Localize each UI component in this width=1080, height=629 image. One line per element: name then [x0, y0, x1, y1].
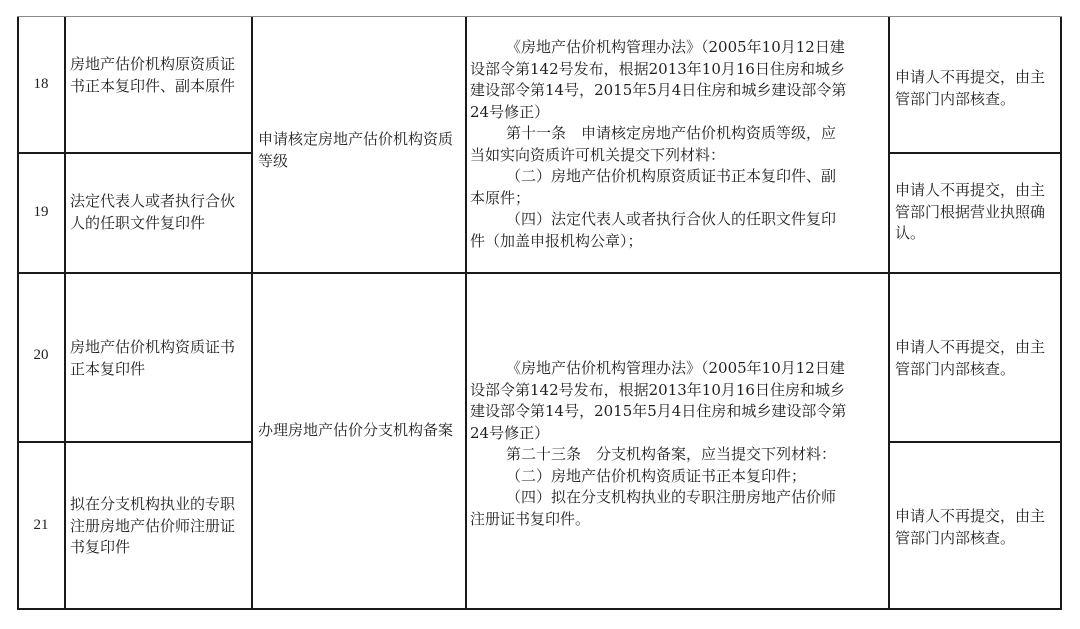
note-cell-18: 申请人不再提交，由主管部门内部核查。: [895, 68, 1046, 108]
basis-line: 注册证书复印件。: [470, 509, 591, 528]
basis-line: 当如实向资质许可机关提交下列材料：: [470, 145, 726, 164]
row-separator-18-19-a: [17, 152, 253, 154]
basis-line: （二）房地产估价机构原资质证书正本复印件、副: [506, 167, 837, 185]
material-cell-19: 法定代表人或者执行合伙人的任职文件复印件: [70, 192, 236, 232]
material-cell-18: 房地产估价机构原资质证书正本复印件、副本原件: [70, 55, 236, 95]
basis-cell-group1: [470, 37, 888, 252]
basis-line: 《房地产估价机构管理办法》（2005年10月12日建: [506, 359, 845, 377]
basis-line: 设部令第142号发布，根据2013年10月16日住房和城乡: [470, 59, 845, 78]
basis-line: 本原件；: [470, 188, 531, 207]
row-number-20: 20: [33, 347, 49, 363]
group-separator: [17, 272, 1062, 274]
basis-line: 设部令第142号发布，根据2013年10月16日住房和城乡: [470, 380, 845, 399]
note-cell-19: 申请人不再提交，由主管部门根据营业执照确认。: [895, 181, 1046, 242]
row-separator-18-19-b: [888, 152, 1062, 154]
table-border-bottom: [17, 608, 1062, 610]
table-border-right: [1060, 16, 1062, 610]
table-border-col4: [888, 16, 890, 610]
table-border-top: [17, 16, 1062, 17]
table-border-col2: [251, 16, 253, 610]
row-number-18: 18: [33, 76, 49, 92]
row-separator-20-21-a: [17, 441, 253, 443]
basis-cell-group2: [470, 358, 888, 530]
basis-line: 24号修正）: [470, 423, 550, 442]
basis-line: 24号修正）: [470, 102, 550, 121]
basis-line: 《房地产估价机构管理办法》（2005年10月12日建: [506, 38, 845, 56]
basis-line: （二）房地产估价机构资质证书正本复印件；: [506, 466, 807, 485]
matter-cell-group2: 办理房地产估价分支机构备案: [258, 421, 454, 439]
basis-line: 建设部令第14号，2015年5月4日住房和城乡建设部令第: [470, 81, 847, 99]
note-cell-21: 申请人不再提交，由主管部门内部核查。: [895, 507, 1046, 547]
material-cell-21: 拟在分支机构执业的专职注册房地产估价师注册证书复印件: [70, 495, 236, 556]
row-separator-20-21-b: [888, 441, 1062, 443]
basis-line: （四）拟在分支机构执业的专职注册房地产估价师: [506, 488, 837, 506]
basis-line: 建设部令第14号，2015年5月4日住房和城乡建设部令第: [470, 402, 847, 420]
basis-line: 第十一条 申请核定房地产估价机构资质等级，应: [506, 124, 837, 142]
basis-line: 件（加盖申报机构公章）；: [470, 231, 643, 250]
note-cell-20: 申请人不再提交，由主管部门内部核查。: [895, 338, 1046, 378]
basis-line: （四）法定代表人或者执行合伙人的任职文件复印: [506, 210, 837, 228]
basis-line: 第二十三条 分支机构备案，应当提交下列材料：: [506, 445, 837, 463]
matter-cell-group1: 申请核定房地产估价机构资质等级: [258, 130, 454, 170]
row-number-19: 19: [33, 204, 49, 220]
row-number-21: 21: [33, 517, 49, 533]
material-cell-20: 房地产估价机构资质证书正本复印件: [70, 338, 236, 378]
table-border-col3: [465, 16, 467, 610]
